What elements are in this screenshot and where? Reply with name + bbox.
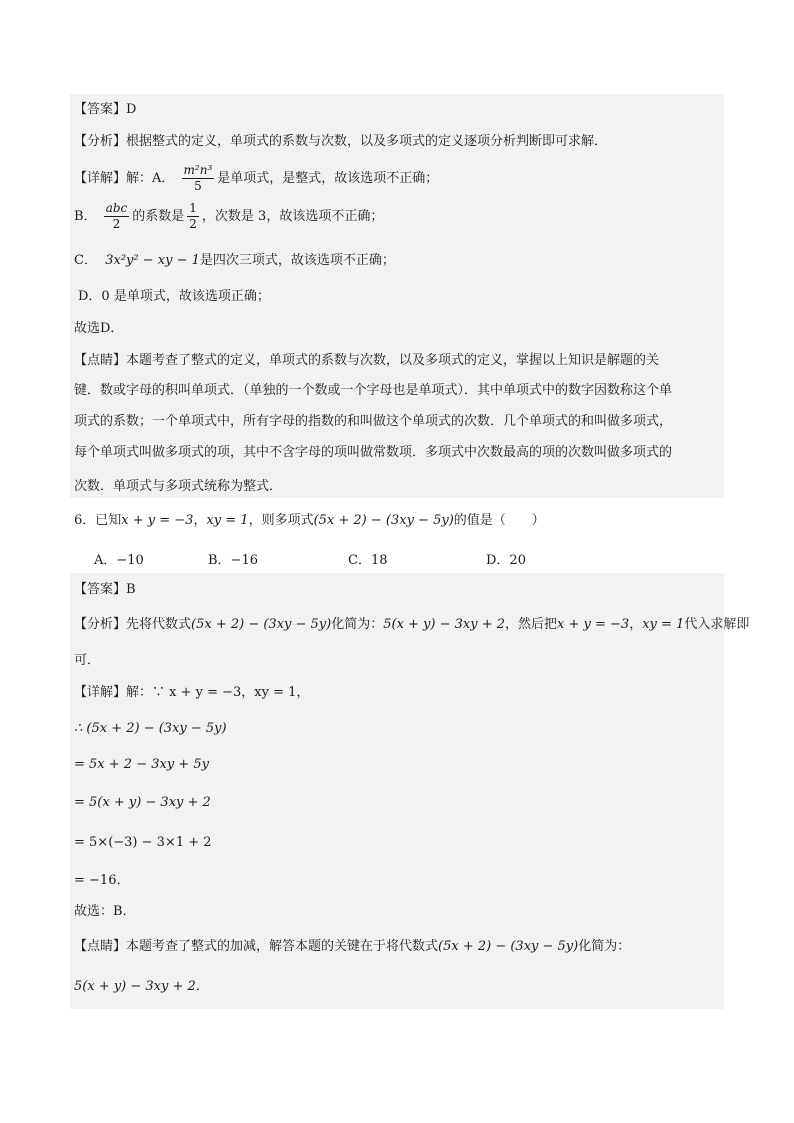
separator: ， bbox=[193, 513, 207, 528]
analysis-tag: 【分析】 bbox=[74, 134, 127, 149]
q5-comment-line-5 bbox=[74, 478, 282, 496]
q6-step-5 bbox=[74, 872, 129, 890]
q5-analysis-line bbox=[74, 133, 607, 151]
comment-tag: 【点睛】 bbox=[74, 353, 127, 368]
frac-den: 5 bbox=[194, 179, 202, 193]
option-c: C．18 bbox=[348, 553, 388, 568]
q6-choose-line bbox=[74, 903, 136, 921]
answer-tag: 【答案】 bbox=[74, 582, 127, 597]
q5-comment-line-3 bbox=[74, 413, 672, 431]
comment-text: 次数．单项式与多项式统称为整式． bbox=[74, 479, 283, 494]
q6-step-2 bbox=[74, 756, 209, 774]
frac-num: 1 bbox=[189, 201, 197, 215]
polynomial: (5x + 2) − (3xy − 5y) bbox=[191, 617, 332, 632]
detail-d-text: D．0 是单项式，故该选项正确； bbox=[78, 289, 270, 304]
question-mid: ，则多项式 bbox=[248, 513, 314, 528]
analysis-tag: 【分析】 bbox=[74, 617, 127, 632]
detail-tag: 【详解】 bbox=[74, 171, 127, 186]
detail-b-prefix: B． bbox=[74, 209, 97, 224]
step-text: = 5x + 2 − 3xy + 5y bbox=[74, 757, 209, 772]
answer-value: B bbox=[126, 582, 136, 597]
condition-1: x + y = −3 bbox=[557, 617, 630, 632]
comment-text: 本题考查了整式的加减，解答本题的关键在于将代数式 bbox=[126, 939, 439, 954]
analysis-text: 先将代数式 bbox=[126, 617, 192, 632]
q6-analysis-line-2 bbox=[74, 652, 100, 670]
detail-c-expr: 3x²y² − xy − 1 bbox=[105, 253, 200, 268]
q6-question-line bbox=[74, 512, 545, 530]
condition-2: xy = 1 bbox=[206, 513, 249, 528]
q6-step-4 bbox=[74, 834, 212, 852]
q6-comment-line-1 bbox=[74, 938, 630, 956]
analysis-text: 代入求解即 bbox=[684, 617, 750, 632]
detail-text: 解：∵ x + y = −3，xy = 1， bbox=[126, 685, 310, 700]
answer-tag: 【答案】 bbox=[74, 102, 127, 117]
comment-text: 化简为： bbox=[578, 939, 631, 954]
simplified-expression: 5(x + y) − 3xy + 2 bbox=[383, 617, 506, 632]
frac-den: 2 bbox=[112, 217, 121, 231]
q6-analysis-line-1 bbox=[74, 616, 749, 634]
condition-2: xy = 1 bbox=[642, 617, 685, 632]
detail-a-text: 是单项式，是整式，故该选项不正确； bbox=[217, 171, 439, 186]
choose-text: 故选：B． bbox=[74, 904, 136, 919]
q5-comment-line-4 bbox=[74, 444, 672, 462]
q5-choose-line bbox=[74, 320, 123, 338]
polynomial: (5x + 2) − (3xy − 5y) bbox=[313, 513, 454, 528]
answer-value: D bbox=[126, 102, 137, 117]
q6-answer-line bbox=[74, 581, 136, 599]
detail-c-prefix: C． bbox=[74, 253, 97, 268]
option-b: B．−16 bbox=[208, 553, 258, 568]
detail-a-prefix: 解：A． bbox=[126, 171, 175, 186]
analysis-text: 可． bbox=[74, 653, 101, 668]
frac-num: abc bbox=[105, 201, 128, 215]
q5-comment-line-1 bbox=[74, 352, 659, 370]
detail-tag: 【详解】 bbox=[74, 685, 127, 700]
analysis-text: ，然后把 bbox=[505, 617, 558, 632]
q6-comment-line-2 bbox=[74, 978, 209, 996]
fraction-1-over-2 bbox=[187, 201, 199, 232]
step-text: = 5(x + y) − 3xy + 2 bbox=[74, 795, 211, 810]
choose-text: 故选D． bbox=[74, 321, 124, 336]
frac-num: m²n³ bbox=[183, 163, 213, 177]
detail-b-text: ，次数是 3，故该选项不正确； bbox=[201, 209, 384, 224]
q5-detail-d-line bbox=[78, 288, 270, 306]
polynomial: (5x + 2) − (3xy − 5y) bbox=[438, 939, 579, 954]
q5-comment-line-2 bbox=[74, 382, 672, 400]
comment-text: 每个单项式叫做多项式的项，其中不含字母的项叫做常数项．多项式中次数最高的项的次数叫做多项式的 bbox=[74, 445, 673, 460]
q6-step-1 bbox=[74, 720, 227, 738]
detail-c-text: 是四次三项式，故该选项不正确； bbox=[199, 253, 395, 268]
analysis-text: 化简为： bbox=[331, 617, 384, 632]
fraction-abc-over-2 bbox=[104, 201, 130, 232]
q5-detail-b-line bbox=[74, 200, 383, 234]
detail-b-mid: 的系数是 bbox=[132, 209, 185, 224]
separator: ， bbox=[629, 617, 643, 632]
q5-detail-c-line bbox=[74, 252, 395, 270]
comment-text: 项式的系数；一个单项式中，所有字母的指数的和叫做这个单项式的次数．几个单项式的和叫做多项式， bbox=[74, 414, 673, 429]
step-text: = 5×(−3) − 3×1 + 2 bbox=[74, 835, 212, 850]
question-suffix: 的值是（ ） bbox=[453, 513, 545, 528]
comment-text: 键．数或字母的积叫单项式．（单独的一个数或一个字母也是单项式）．其中单项式中的数字因数称这个单 bbox=[74, 383, 673, 398]
q5-answer-line bbox=[74, 101, 136, 119]
option-d: D．20 bbox=[486, 553, 526, 568]
analysis-text: 根据整式的定义，单项式的系数与次数，以及多项式的定义逐项分析判断即可求解． bbox=[126, 134, 608, 149]
q6-detail-line bbox=[74, 684, 309, 702]
comment-tag: 【点睛】 bbox=[74, 939, 127, 954]
step-text: = −16． bbox=[74, 873, 130, 888]
step-text: ∴ (5x + 2) − (3xy − 5y) bbox=[74, 721, 227, 736]
q6-step-3 bbox=[74, 794, 211, 812]
simplified-expression: 5(x + y) − 3xy + 2． bbox=[74, 979, 209, 994]
comment-text: 本题考查了整式的定义，单项式的系数与次数，以及多项式的定义，掌握以上知识是解题的关 bbox=[126, 353, 660, 368]
fraction-m2n3-over-5 bbox=[182, 163, 215, 194]
condition-1: x + y = −3 bbox=[121, 513, 194, 528]
frac-den: 2 bbox=[189, 217, 197, 231]
question-prefix: 6．已知 bbox=[74, 513, 122, 528]
q5-detail-a-line bbox=[74, 162, 438, 196]
option-a: A．−10 bbox=[94, 553, 144, 568]
